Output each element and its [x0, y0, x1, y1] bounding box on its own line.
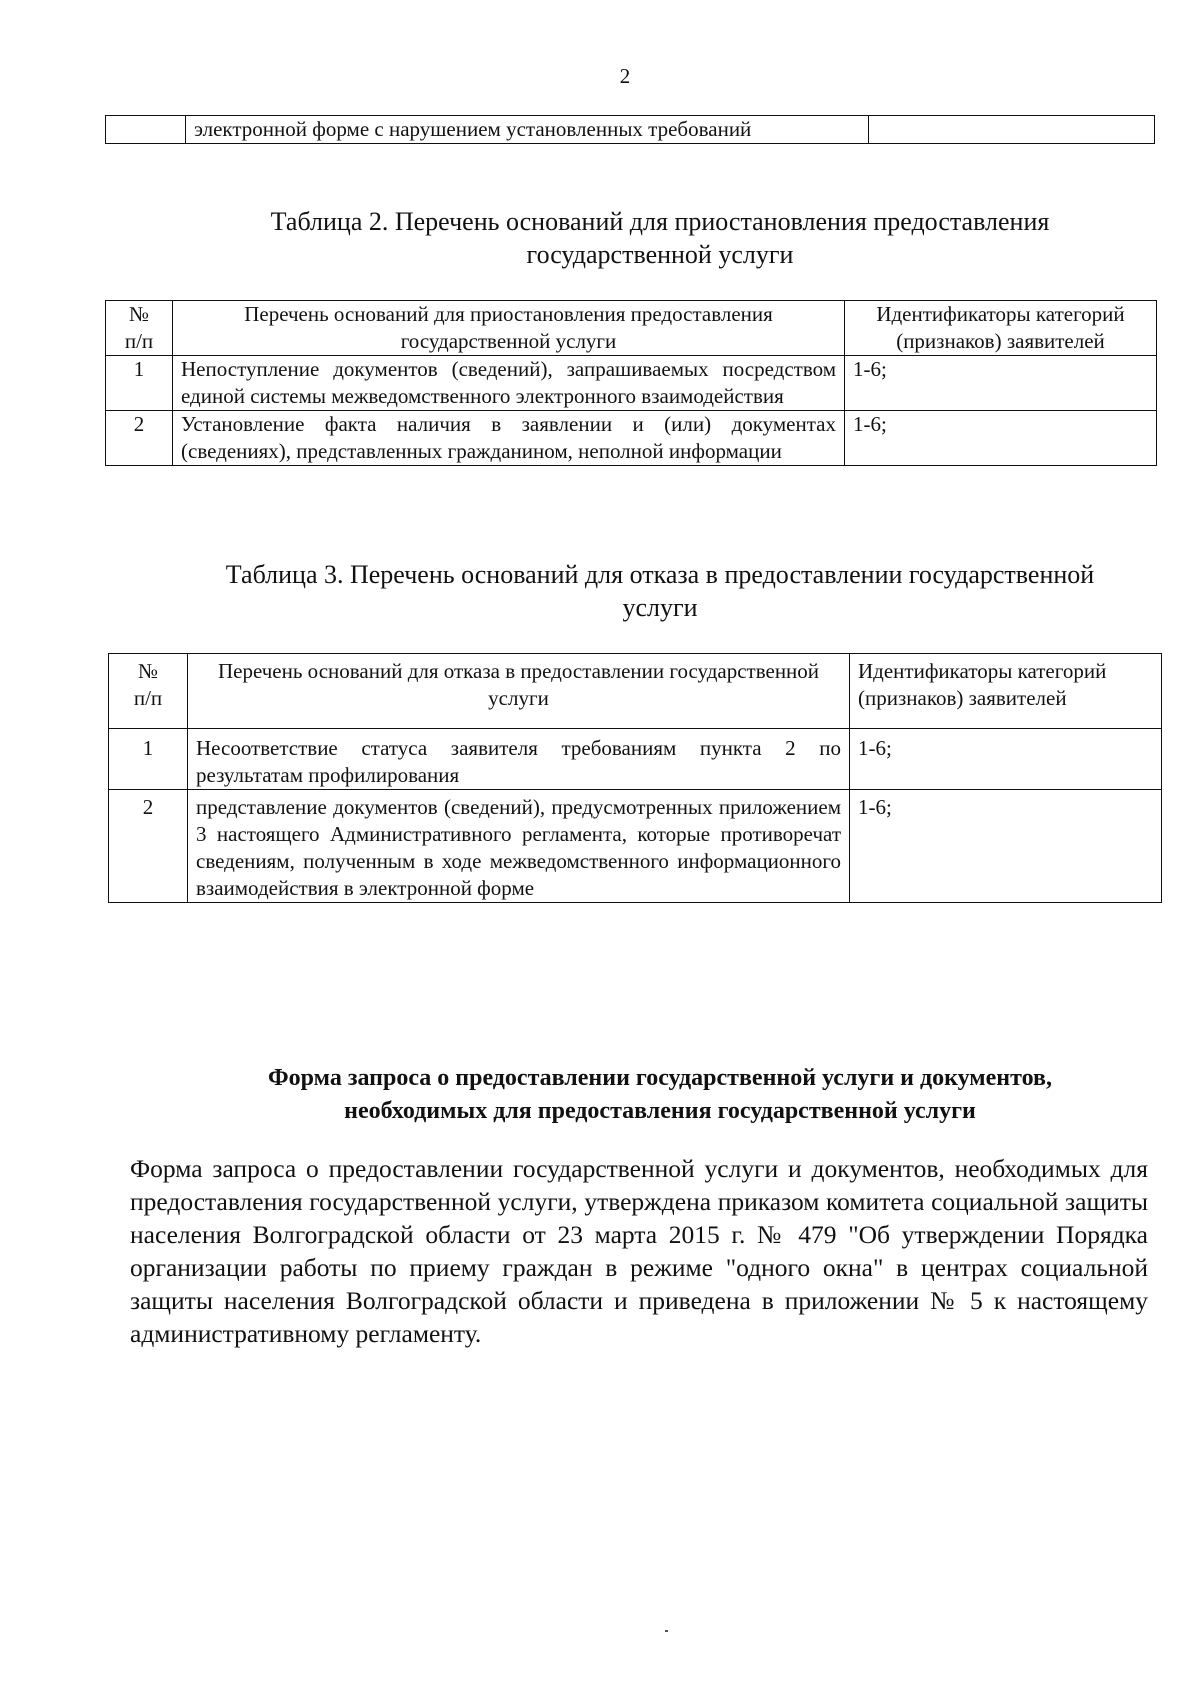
row-number — [106, 116, 186, 144]
table2-caption-line2: государственной услуги — [526, 240, 794, 269]
continuation-table — [105, 115, 1155, 144]
row-ids: 1-6; — [850, 729, 1162, 790]
table2-header-row — [106, 301, 1157, 356]
table2-header-ids: Идентификаторы категорий (признаков) заявителей — [845, 301, 1157, 356]
table-row — [106, 411, 1157, 466]
row-number: 1 — [106, 356, 173, 411]
row-ids — [869, 116, 1155, 144]
table2-header-num — [106, 301, 173, 356]
header-num-abbr: п/п — [124, 329, 154, 353]
page-number: 2 — [619, 64, 631, 88]
row-reason: Установление факта наличия в заявлении и (или) документах (сведениях), представленных гражданином, неполной информации — [173, 411, 845, 466]
table2-caption-line1: Таблица 2. Перечень оснований для приостановления предоставления — [270, 207, 1050, 236]
table3-caption-line2: услуги — [622, 593, 698, 622]
header-num-sign: № — [128, 302, 150, 326]
row-ids: 1-6; — [845, 356, 1157, 411]
row-ids: 1-6; — [845, 411, 1157, 466]
table3-caption — [160, 558, 1160, 624]
row-ids: 1-6; — [850, 790, 1162, 903]
section-heading — [120, 1062, 1200, 1128]
header-num-abbr: п/п — [133, 686, 163, 710]
table3-header-ids: Идентификаторы категорий (признаков) заявителей — [850, 654, 1162, 729]
section-heading-line1: Форма запроса о предоставлении государственной услуги и документов, — [268, 1065, 1052, 1091]
table2-header-reason: Перечень оснований для приостановления предоставления государственной услуги — [173, 301, 845, 356]
table-row — [109, 790, 1162, 903]
header-num-sign: № — [137, 659, 159, 683]
table3 — [108, 653, 1162, 903]
table3-caption-line1: Таблица 3. Перечень оснований для отказа в предоставлении государственной — [225, 560, 1095, 589]
table-row — [106, 356, 1157, 411]
table-row — [109, 729, 1162, 790]
table3-header-row — [109, 654, 1162, 729]
section-heading-line2: необходимых для предоставления государственной услуги — [344, 1098, 976, 1124]
body-paragraph: Форма запроса о предоставлении государственной услуги и документов, необходимых для предоставления государственной услуги, утверждена приказом комитета социальной защиты населения Волгоградской области от 23 марта 2015 г. № 479 "Об утверждении Порядка организации работы по приему граждан в режиме "одного окна" в центрах социальной защиты населения Волгоградской области и приведена в приложении № 5 к настоящему административному регламенту. — [130, 1154, 1148, 1348]
row-number: 1 — [109, 729, 188, 790]
table2-caption — [160, 205, 1160, 271]
scan-speck — [665, 1630, 668, 1632]
row-reason: представление документов (сведений), предусмотренных приложением 3 настоящего Административного регламента, которые противоречат сведениям, полученным в ходе межведомственного информационного взаимодействия в электронной форме — [188, 790, 850, 903]
table3-header-num — [109, 654, 188, 729]
table-row — [106, 116, 1155, 144]
row-number: 2 — [109, 790, 188, 903]
row-number: 2 — [106, 411, 173, 466]
table2 — [105, 300, 1157, 466]
row-reason: электронной форме с нарушением установленных требований — [186, 116, 869, 144]
row-reason: Непоступление документов (сведений), запрашиваемых посредством единой системы межведомственного электронного взаимодействия — [173, 356, 845, 411]
row-reason: Несоответствие статуса заявителя требованиям пункта 2 по результатам профилирования — [188, 729, 850, 790]
table3-header-reason: Перечень оснований для отказа в предоставлении государственной услуги — [188, 654, 850, 729]
